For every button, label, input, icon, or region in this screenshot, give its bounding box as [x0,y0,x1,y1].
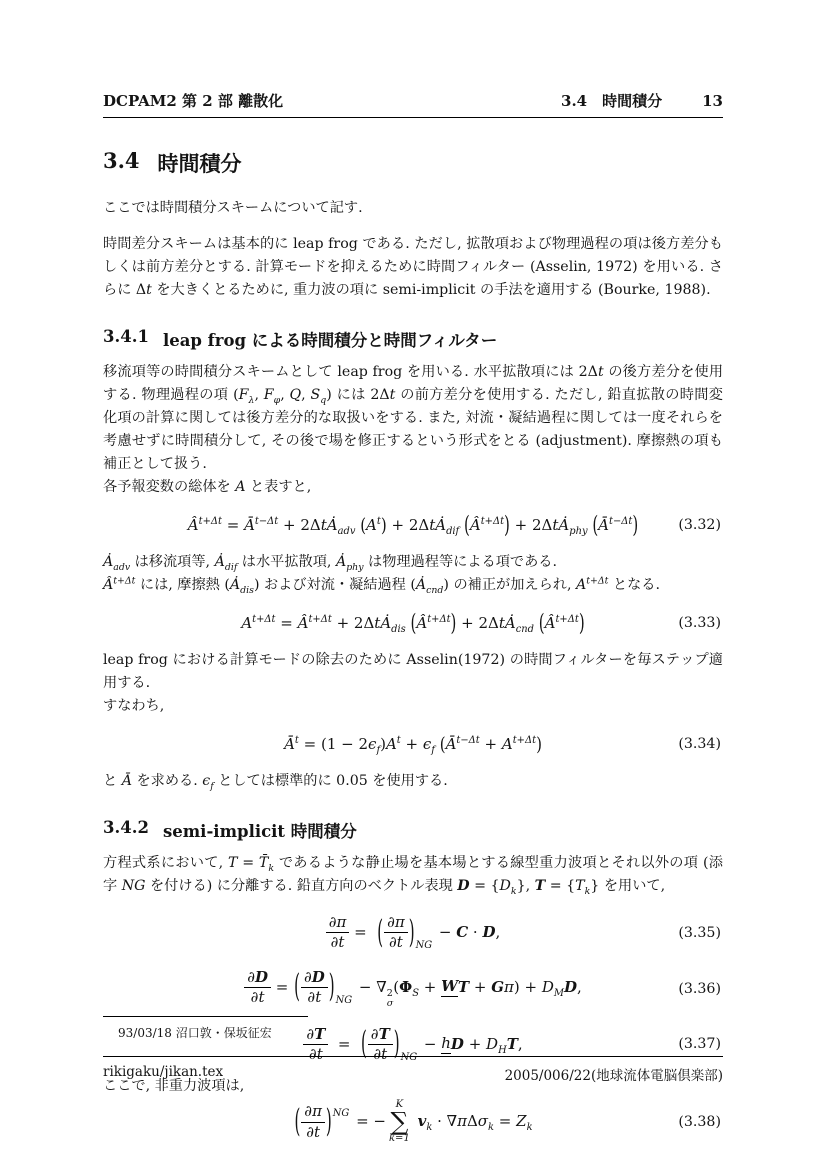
header-document-title: DCPAM2 第 2 部 離散化 [103,92,284,110]
paragraph-nongravity: ここで, 非重力波項は, [103,1078,245,1095]
paragraph-term-definitions-2: $Â^{t+\Delta t}$ には, 摩擦熱 $(Ȧ_{dis})$ および対流・凝結過程 $(Ȧ_{cnd})$ の補正が加えられ, $A^{t+\Delta t}$ となる. [103,575,660,596]
paragraph-semi-implicit: 方程式系において, $T = T̄_k$ であるような静止場を基本場とする線型重力波項とそれ以外の項 (添字 NG を付ける) に分離する. 鉛直方向のベクトル表現 $D = \{D_k\}$, $T = \{T_k\}$ を用いて, [103,855,723,897]
paragraph-totality: 各予報変数の総体を A と表すと, [103,479,312,495]
subsection-heading-341 [103,327,723,351]
header-section-label: 3.4 時間積分 [561,92,663,110]
paragraph-asselin-filter: leap frog における計算モードの除去のために Asselin(1972) の時間フィルターを毎ステップ適用する. [103,652,723,691]
subsection-heading-342 [103,818,723,842]
equation-3-36-body: $\frac{\partial D}{\partial t}$ = ( $\frac{\partial D}{\partial t}$ )$_{NG}$ − ∇ 2 σ ($\Phi_S$ + WT + $G\pi) + D_MD$, [244,969,582,1009]
footnote-block [103,1016,723,1041]
footnote-rule [103,1016,308,1017]
subsection-title: leap frog による時間積分と時間フィルター [162,331,498,350]
equation-3-37-body: $\frac{\partial T}{\partial t}$ = ( $\frac{\partial T}{\partial t}$ )$_{NG}$ − hD + $D_HT$, [303,1026,522,1064]
footnote-text: 93/03/18 沼口敦・保坂征宏 [118,1026,272,1040]
paragraph-epsilon-value: と Ā を求める. $\epsilon_f$ としては標準的に 0.05 を使用する. [103,773,448,792]
section-title: 時間積分 [157,151,242,176]
equation-3-33-number: (3.33) [678,615,721,631]
equation-3-37-number: (3.37) [678,1036,721,1053]
footer-publisher: 2005/006/22(地球流体電脳倶楽部) [504,1068,723,1084]
footer-filename: rikigaku/jikan.tex [103,1064,224,1080]
intro-paragraph: ここでは時間積分スキームについて記す. [103,200,363,216]
equation-3-38 [103,1100,723,1144]
equation-3-32 [103,510,723,540]
equation-3-33-body: $A^{t+\Delta t}$ = $Â^{t+\Delta t}$ + 2ΔtȦ$_{dis}$ $(Â^{t+\Delta t})$ + 2ΔtȦ$_{cnd}$ $(Â^{t+\Delta t})$ [241,609,585,637]
subsection-number: 3.4.2 [103,818,149,837]
subsection-number: 3.4.1 [103,327,149,346]
equation-3-34 [103,729,723,759]
running-header [103,90,723,118]
section-number: 3.4 [103,148,140,173]
page-content [103,90,723,1155]
paragraph-time-difference-scheme: 時間差分スキームは基本的に leap frog である. ただし, 拡散項および物理過程の項は後方差分もしくは前方差分とする. 計算モードを抑えるために時間フィルター (Asselin, 1972) を用いる. さらに Δt を大きくとるために, 重力波の項に semi-implicit の手法を適用する (Bourke, 1988). [103,236,723,298]
page-number: 13 [702,92,723,110]
paragraph-term-definitions-1: $Ȧ_{adv}$ は移流項等, $Ȧ_{dif}$ は水平拡散項, $Ȧ_{phy}$ は物理過程等による項である. [103,554,557,573]
equation-3-35 [103,914,723,952]
header-right [561,90,723,111]
equation-3-38-number: (3.38) [678,1114,721,1131]
equation-3-36-number: (3.36) [678,980,721,997]
equation-3-38-body: ( $\frac{\partial\pi}{\partial t}$ )$^{NG}$ = − K ∑ k=1 $v_k \cdot \nabla\pi\Delta\sigma_k = Z_k$ [294,1099,533,1144]
equation-3-32-body: $Â^{t+\Delta t}$ = $Ā^{t-\Delta t}$ + 2ΔtȦ$_{adv}$ $(A^t)$ + 2ΔtȦ$_{dif}$ $(Â^{t+\Delta t})$ + 2ΔtȦ$_{phy}$ $(Ā^{t-\Delta t})$ [187,511,639,539]
equation-3-35-body: $\frac{\partial\pi}{\partial t}$ = ( $\frac{\partial\pi}{\partial t}$ )$_{NG} - C \cdot D$, [326,914,501,952]
paragraph-sunawachi: すなわち, [103,698,165,714]
equation-3-34-number: (3.34) [678,736,721,752]
equation-3-35-number: (3.35) [678,924,721,941]
section-heading [103,148,723,178]
equation-3-34-body: $Ā^t = (1 - 2\epsilon_f)A^t + \epsilon_f$ $(Ā^{t-\Delta t} + A^{t+\Delta t})$ [284,732,542,756]
equation-3-33 [103,608,723,638]
subsection-title: semi-implicit 時間積分 [162,822,357,841]
page-footer [103,1056,723,1084]
paragraph-leapfrog: 移流項等の時間積分スキームとして leap frog を用いる. 水平拡散項には 2Δt の後方差分を使用する. 物理過程の項 ($F_\lambda$, $F_\varphi$, Q, $S_q$) には 2Δt の前方差分を使用する. ただし, 鉛直拡散の時間変化項の計算に関しては後方差分的な取扱いをする. また, 対流・凝結過程に関しては一度それらを考慮せずに時間積分して, その後で場を修正するという形式をとる (adjustment). 摩擦熱の項も補正として扱う. [103,364,724,472]
equation-3-36 [103,969,723,1009]
equation-3-32-number: (3.32) [678,517,721,533]
